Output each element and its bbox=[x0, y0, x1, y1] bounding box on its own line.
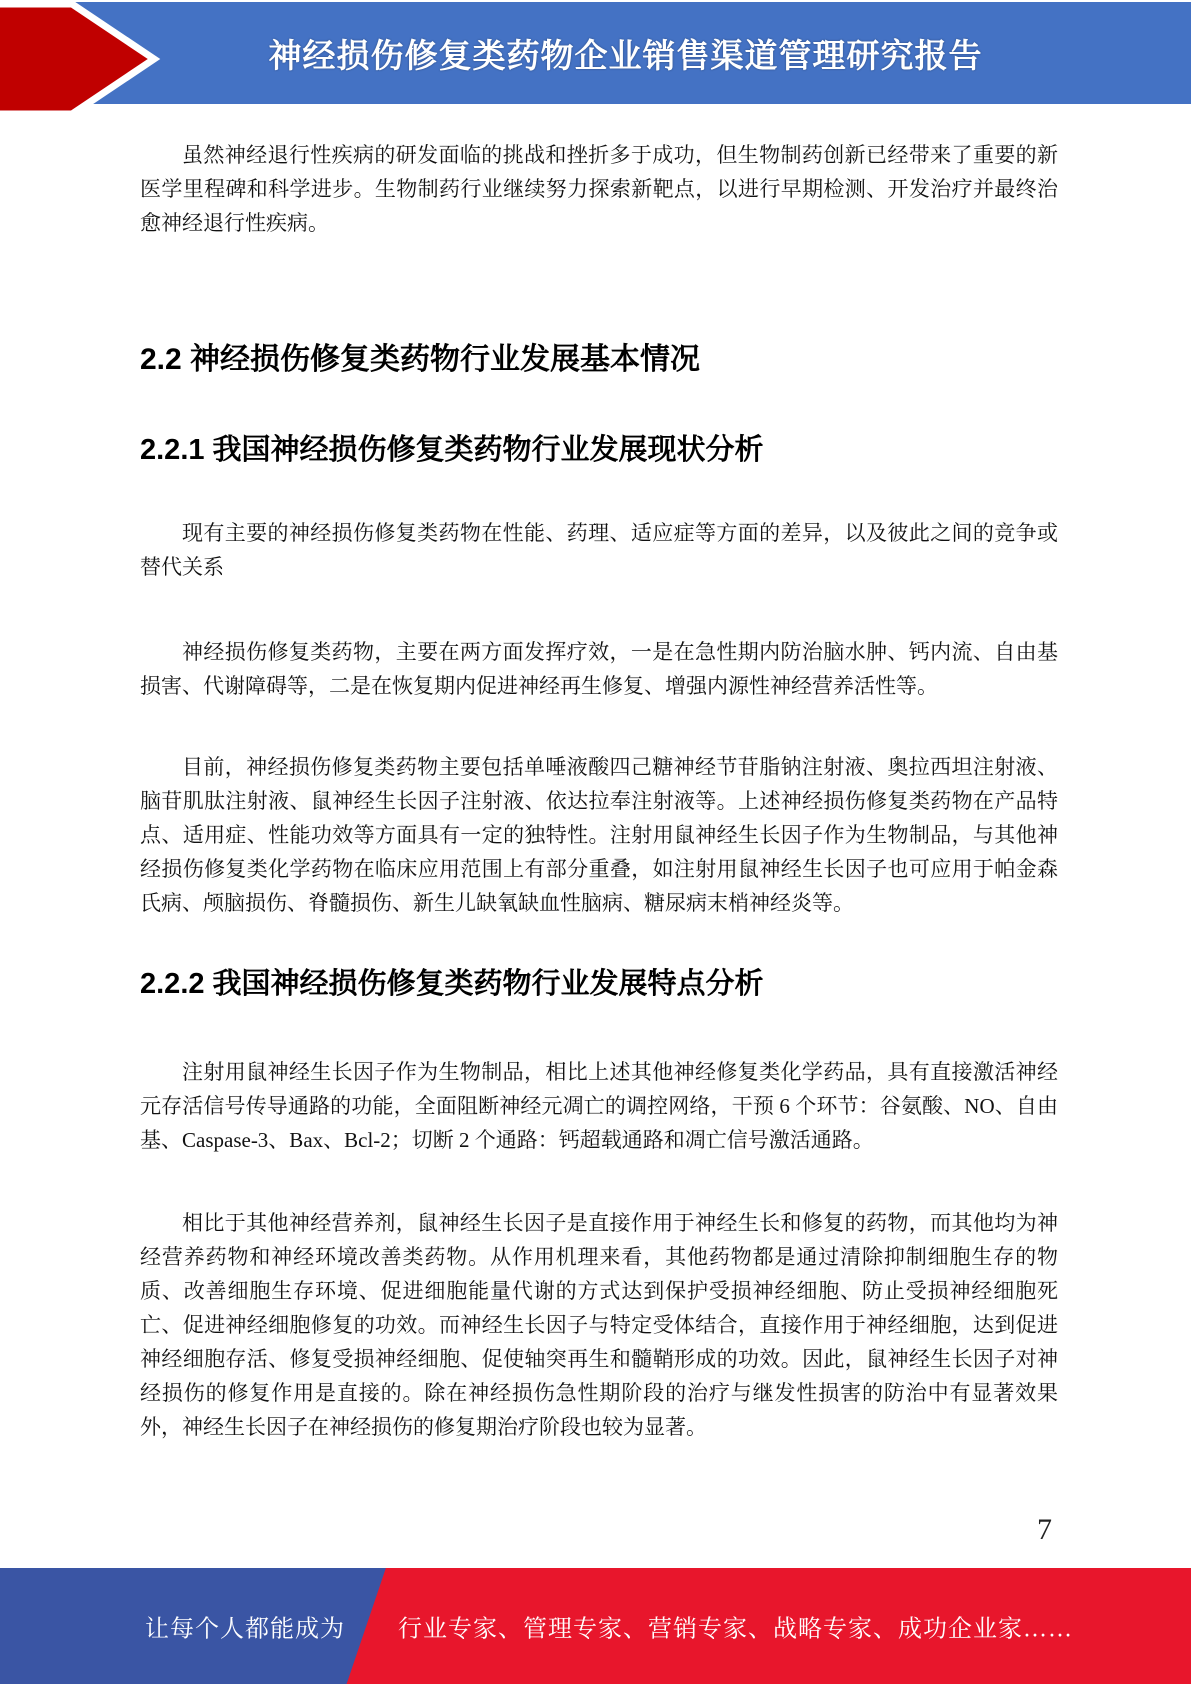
paragraph: 虽然神经退行性疾病的研发面临的挑战和挫折多于成功，但生物制药创新已经带来了重要的新医学里程碑和科学进步。生物制药行业继续努力探索新靶点，以进行早期检测、开发治疗并最终治愈神经退行性疾病。 bbox=[140, 143, 1058, 235]
section-heading: 2.2 神经损伤修复类药物行业发展基本情况 bbox=[140, 343, 701, 376]
section-heading: 2.2.1 我国神经损伤修复类药物行业发展现状分析 bbox=[140, 434, 764, 466]
footer-slogan-right: 行业专家、管理专家、营销专家、战略专家、成功企业家…… bbox=[398, 1616, 1073, 1643]
paragraph: 目前，神经损伤修复类药物主要包括单唾液酸四己糖神经节苷脂钠注射液、奥拉西坦注射液、脑苷肌肽注射液、鼠神经生长因子注射液、依达拉奉注射液等。上述神经损伤修复类药物在产品特点、适用症、性能功效等方面具有一定的独特性。注射用鼠神经生长因子作为生物制品，与其他神经损伤修复类化学药物在临床应用范围上有部分重叠，如注射用鼠神经生长因子也可应用于帕金森氏病、颅脑损伤、脊髓损伤、新生儿缺氧缺血性脑病、糖尿病末梢神经炎等。 bbox=[140, 755, 1058, 915]
document-body bbox=[0, 104, 1191, 1548]
footer-banner bbox=[0, 1568, 1191, 1684]
section-heading: 2.2.2 我国神经损伤修复类药物行业发展特点分析 bbox=[140, 968, 764, 1000]
paragraph: 相比于其他神经营养剂，鼠神经生长因子是直接作用于神经生长和修复的药物，而其他均为神经营养药物和神经环境改善类药物。从作用机理来看，其他药物都是通过清除抑制细胞生存的物质、改善细胞生存环境、促进细胞能量代谢的方式达到保护受损神经细胞、防止受损神经细胞死亡、促进神经细胞修复的功效。而神经生长因子与特定受体结合，直接作用于神经细胞，达到促进神经细胞存活、修复受损神经细胞、促使轴突再生和髓鞘形成的功效。因此，鼠神经生长因子对神经损伤的修复作用是直接的。除在神经损伤急性期阶段的治疗与继发性损害的防治中有显著效果外，神经生长因子在神经损伤的修复期治疗阶段也较为显著。 bbox=[140, 1211, 1058, 1439]
paragraph: 神经损伤修复类药物，主要在两方面发挥疗效，一是在急性期内防治脑水肿、钙内流、自由基损害、代谢障碍等，二是在恢复期内促进神经再生修复、增强内源性神经营养活性等。 bbox=[140, 640, 1058, 698]
footer-slogan-left: 让每个人都能成为 bbox=[145, 1616, 345, 1643]
page-number: 7 bbox=[1037, 1513, 1052, 1546]
report-title: 神经损伤修复类药物企业销售渠道管理研究报告 bbox=[268, 36, 983, 74]
paragraph: 现有主要的神经损伤修复类药物在性能、药理、适应症等方面的差异，以及彼此之间的竞争或替代关系 bbox=[140, 521, 1058, 579]
header-banner bbox=[0, 2, 1191, 104]
paragraph: 注射用鼠神经生长因子作为生物制品，相比上述其他神经修复类化学药品，具有直接激活神经元存活信号传导通路的功能，全面阻断神经元凋亡的调控网络，干预 6 个环节：谷氨酸、NO、自由基、Caspase-3、Bax、Bcl-2；切断 2 个通路：钙超载通路和凋亡信号激活通路。 bbox=[140, 1060, 1058, 1152]
